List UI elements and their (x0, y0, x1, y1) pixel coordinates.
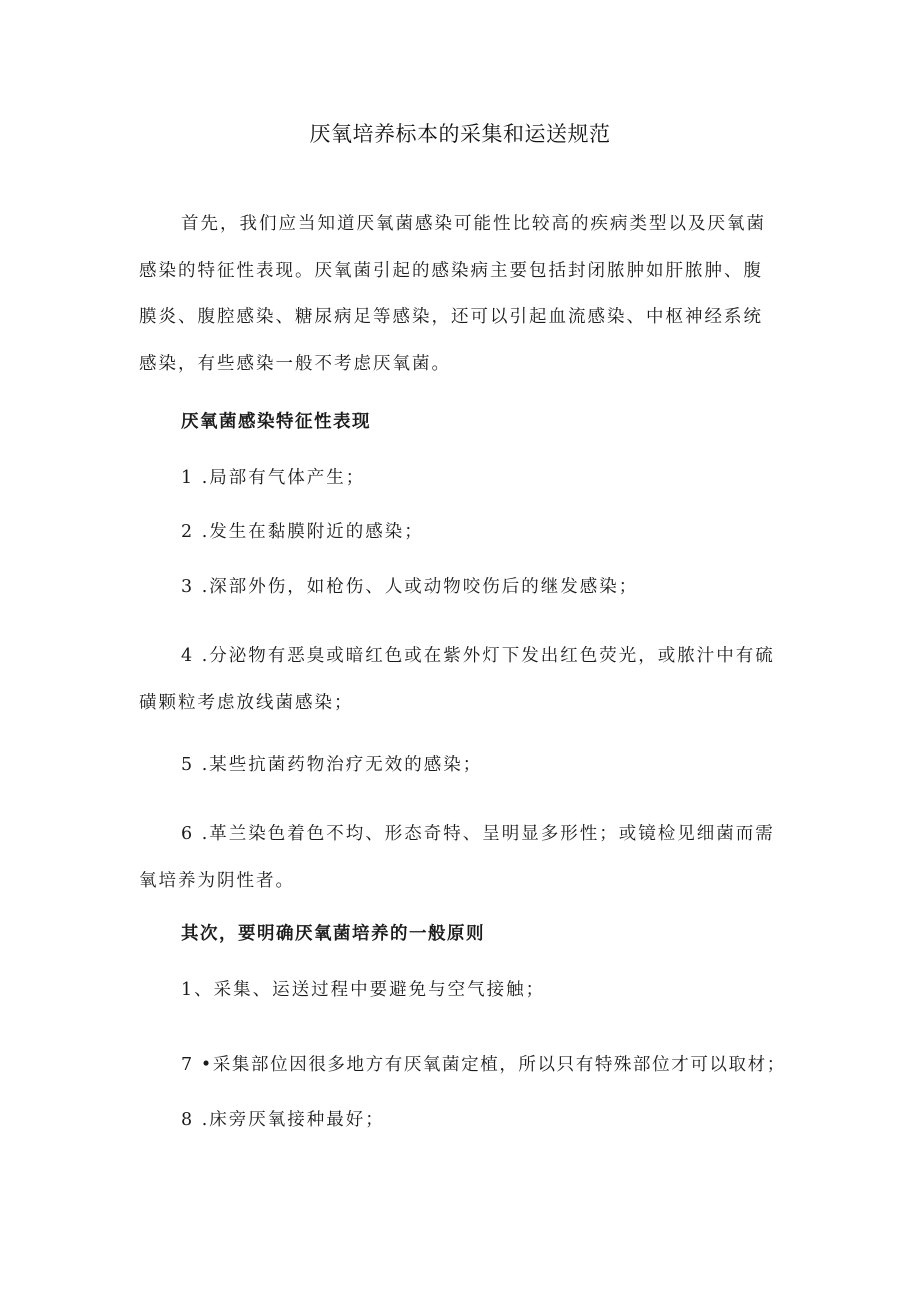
intro-line: 首先，我们应当知道厌氧菌感染可能性比较高的疾病类型以及厌氧菌 (181, 214, 766, 234)
list-item: 3 .深部外伤，如枪伤、人或动物咬伤后的继发感染； (181, 577, 639, 597)
list-item-line: 4 .分泌物有恶臭或暗红色或在紫外灯下发出红色荧光，或脓汁中有硫 (181, 646, 775, 666)
list-item-multiline (139, 811, 794, 904)
intro-paragraph (139, 201, 794, 387)
list-item: 1、采集、运送过程中要避免与空气接触； (181, 980, 546, 1000)
section-heading-principles: 其次，要明确厌氧菌培养的一般原则 (181, 924, 485, 944)
intro-line: 感染的特征性表现。厌氧菌引起的感染病主要包括封闭脓肿如肝脓肿、腹 (139, 260, 763, 281)
list-item: 8 .床旁厌氧接种最好； (181, 1110, 385, 1130)
list-item: 1 .局部有气体产生； (181, 468, 366, 488)
list-item-multiline (139, 633, 794, 726)
list-item: 7 •采集部位因很多地方有厌氧菌定植，所以只有特殊部位才可以取材； (181, 1055, 786, 1075)
list-item-line: 磺颗粒考虑放线菌感染； (139, 692, 354, 713)
intro-line: 膜炎、腹腔感染、糖尿病足等感染，还可以引起血流感染、中枢神经系统 (139, 307, 763, 327)
document-title: 厌氧培养标本的采集和运送规范 (309, 122, 611, 146)
section-heading-features: 厌氧菌感染特征性表现 (181, 412, 371, 432)
list-item: 2 .发生在黏膜附近的感染； (181, 522, 424, 542)
intro-line: 感染，有些感染一般不考虑厌氧菌。 (139, 353, 451, 374)
list-item-line: 氧培养为阴性者。 (139, 870, 295, 891)
list-item: 5 .某些抗菌药物治疗无效的感染； (181, 755, 483, 775)
list-item-line: 6 .革兰染色着色不均、形态奇特、呈明显多形性；或镜检见细菌而需 (181, 824, 775, 844)
